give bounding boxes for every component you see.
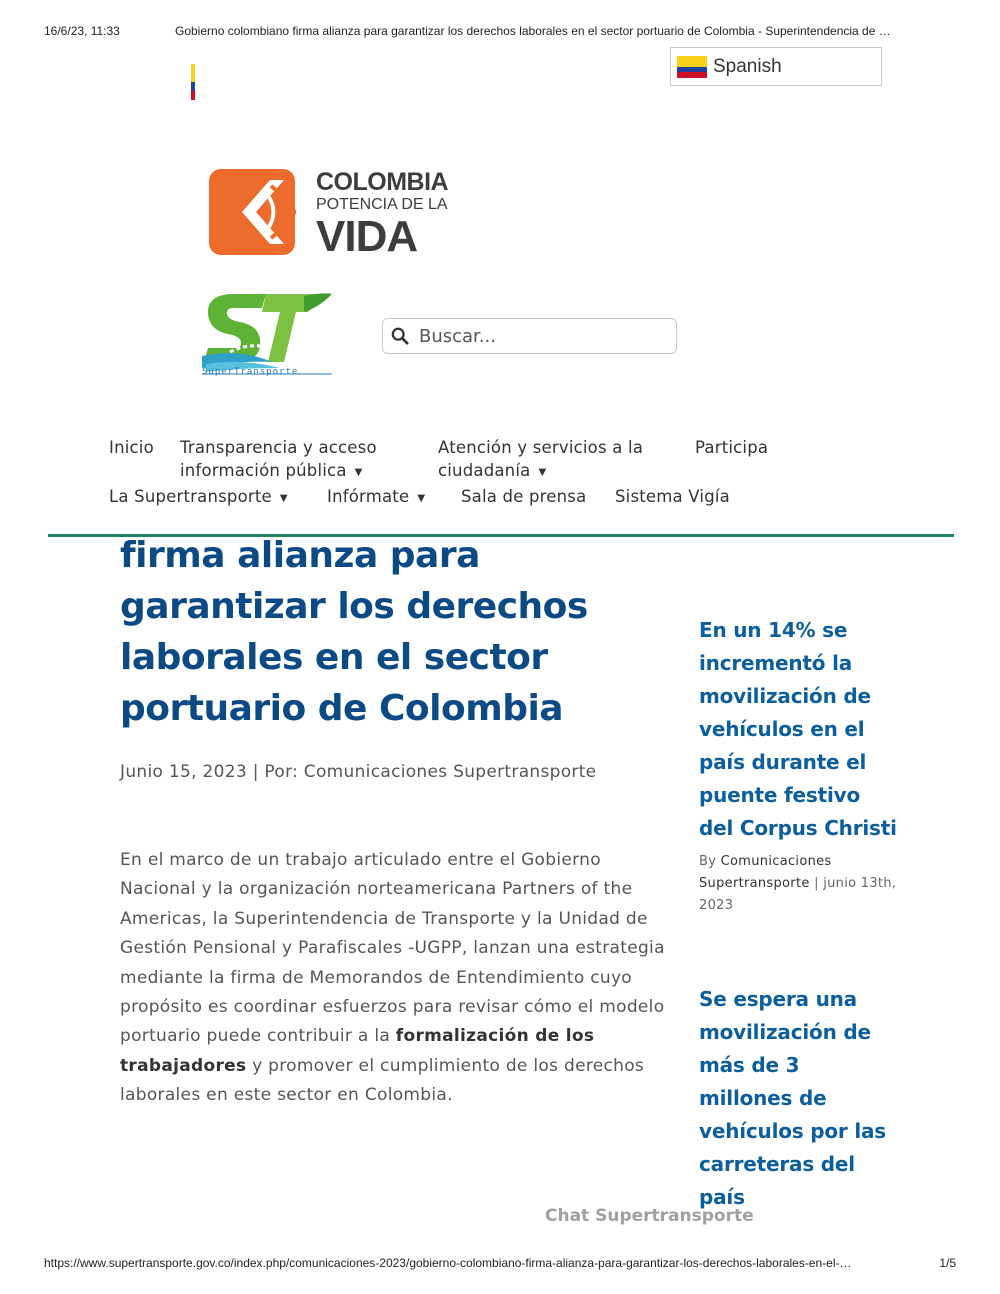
caret-down-icon: ▼	[538, 467, 547, 478]
nav-participa[interactable]: Participa	[695, 438, 769, 457]
article-headline: firma alianza para garantizar los derechos laborales en el sector portuario de Colombia	[120, 535, 588, 729]
sidebar-post-1-by: By	[699, 854, 717, 869]
print-page-number: 1/5	[939, 1256, 956, 1270]
search-box[interactable]	[382, 318, 677, 354]
sidebar-post-1-author[interactable]: Comunicaciones Supertransporte	[699, 854, 832, 891]
caret-down-icon: ▼	[354, 467, 363, 478]
nav-transparencia-line1: Transparencia y acceso	[180, 438, 377, 457]
language-selector[interactable]	[670, 47, 882, 86]
sidebar-post-2	[699, 983, 899, 1209]
language-label: Spanish	[713, 55, 782, 77]
search-icon	[391, 327, 409, 345]
caret-down-icon: ▼	[417, 493, 426, 504]
article-body-part1: En el marco de un trabajo articulado entre el Gobierno Nacional y la organización norteamericana Partners of the Americas, la Superintendencia de Transporte y la Unidad de Gestión Pensional y Parafiscales -UGPP, lanzan una estrategia mediante la firma de Memorandos de Entendimiento cuyo propósito es coordinar esfuerzos para revisar cómo el modelo portuario puede contribuir a la	[120, 850, 665, 1047]
sidebar-post-1	[699, 614, 899, 917]
nav-transparencia-line2: información pública	[180, 461, 347, 480]
search-input[interactable]	[419, 326, 659, 347]
caret-down-icon: ▼	[279, 493, 288, 504]
nav-atencion-line2: ciudadanía	[438, 461, 531, 480]
chat-supertransporte-button[interactable]: Chat Supertransporte	[545, 1206, 754, 1226]
nav-supertransporte-label: La Supertransporte	[109, 487, 272, 506]
article-body	[120, 846, 680, 1111]
print-page-title: Gobierno colombiano firma alianza para garantizar los derechos laborales en el sector portuario de Colombia - Superintendencia de …	[175, 24, 891, 38]
colombia-flag-icon	[677, 56, 707, 78]
print-url: https://www.supertransporte.gov.co/index.php/comunicaciones-2023/gobierno-colombiano-firma-alianza-para-garantizar-los-derechos-laborales-en-el-…	[44, 1256, 852, 1270]
supertransporte-logo-caption: SuperTransporte	[202, 367, 299, 377]
nav-supertransporte[interactable]	[109, 485, 288, 511]
article-body-bold: formalización de los trabajadores	[120, 1026, 595, 1076]
print-timestamp: 16/6/23, 11:33	[44, 24, 120, 38]
sidebar-post-1-meta	[699, 851, 899, 917]
article-meta: Junio 15, 2023 | Por: Comunicaciones Supertransporte	[120, 762, 597, 782]
nav-sistema-vigia[interactable]: Sistema Vigía	[615, 487, 730, 506]
nav-inicio[interactable]: Inicio	[109, 438, 154, 457]
nav-sala-prensa[interactable]: Sala de prensa	[461, 487, 587, 506]
nav-atencion[interactable]	[438, 436, 643, 485]
gov-logo-text	[316, 168, 448, 259]
nav-informate-label: Infórmate	[327, 487, 410, 506]
gov-logo-line3: VIDA	[316, 212, 418, 261]
gov-logo-line2: POTENCIA DE LA	[316, 196, 448, 213]
nav-transparencia[interactable]	[180, 436, 377, 485]
nav-informate[interactable]	[327, 485, 425, 511]
nav-atencion-line1: Atención y servicios a la	[438, 438, 644, 457]
article-body-part2: y promover el cumplimiento de los derechos laborales en este sector en Colombia.	[120, 1055, 645, 1106]
colombia-flag-strip	[191, 64, 195, 100]
sidebar-post-2-title[interactable]: Se espera una movilización de más de 3 millones de vehículos por las carreteras del país	[699, 987, 886, 1209]
sidebar-post-1-date: | junio 13th, 2023	[699, 876, 897, 913]
gov-logo-line1: COLOMBIA	[316, 168, 449, 196]
sidebar-post-1-title[interactable]: En un 14% se incrementó la movilización de vehículos en el país durante el puente festivo del Corpus Christi	[699, 618, 897, 840]
